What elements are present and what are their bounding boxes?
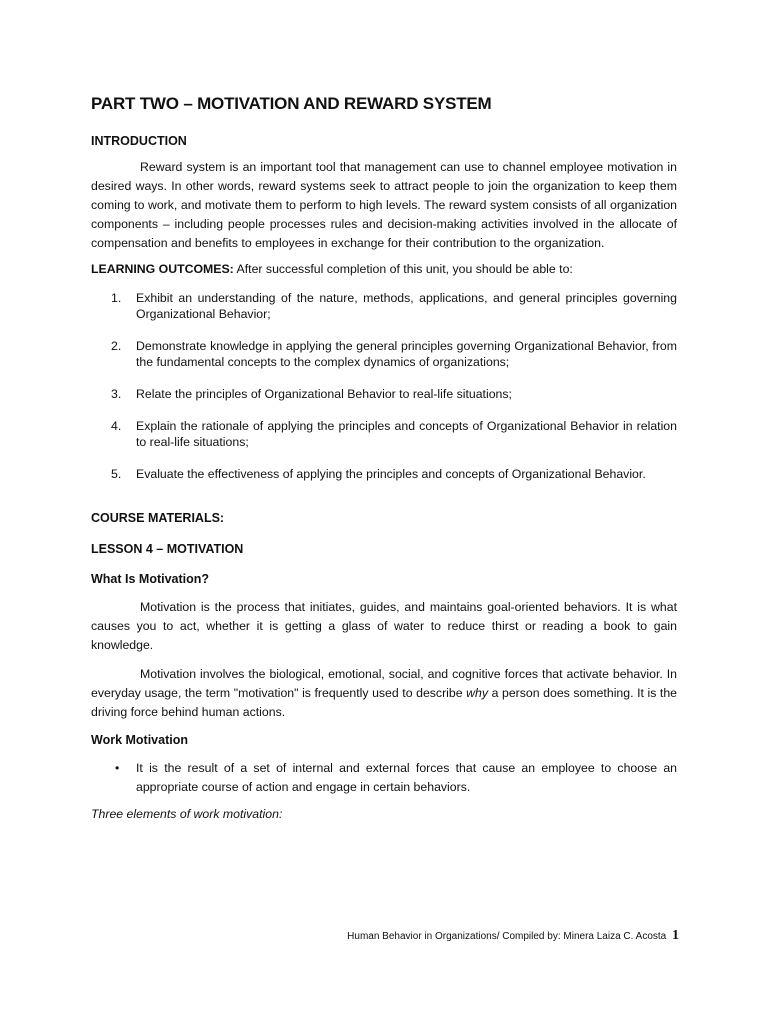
learning-outcomes-list [91, 290, 677, 482]
list-item: 5. Evaluate the effectiveness of applying the principles and concepts of Organizational Behavior. [111, 467, 646, 481]
page-title: PART TWO – MOTIVATION AND REWARD SYSTEM [91, 94, 492, 113]
introduction-paragraph: Reward system is an important tool that management can use to channel employee motivation in desired ways. In other words, reward systems seek to attract people to join the organization to keep them coming to work, and motivate them to perform to high levels. The reward system consists of all organization components – including people processes rules and decision-making activities involved in the allocate of compensation and benefits to employees in exchange for their contribution to the organization. [91, 160, 677, 250]
list-item: 3. Relate the principles of Organizational Behavior to real-life situations; [111, 387, 512, 401]
motivation-paragraph-2: Motivation involves the biological, emotional, social, and cognitive forces that activate behavior. In everyday usage, the term "motivation" is frequently used to describe why a person does something. It is the driving force behind human actions. [91, 667, 677, 719]
work-motivation-heading: Work Motivation [91, 733, 188, 747]
motivation-paragraph-1: Motivation is the process that initiates, guides, and maintains goal-oriented behaviors. It is what causes you to act, whether it is getting a glass of water to reduce thirst or reading a book to gain knowledge. [91, 600, 677, 652]
page-footer [91, 928, 679, 944]
list-item: 2. Demonstrate knowledge in applying the general principles governing Organizational Behavior, from the fundamental concepts to the complex dynamics of organizations; [111, 339, 677, 369]
what-is-motivation-heading: What Is Motivation? [91, 572, 210, 586]
document-body [91, 94, 677, 821]
list-item: 1. Exhibit an understanding of the nature, methods, applications, and general principles governing Organizational Behavior; [111, 291, 677, 321]
three-elements-caption: Three elements of work motivation: [91, 807, 283, 821]
introduction-heading: INTRODUCTION [91, 134, 187, 148]
lesson-heading: LESSON 4 – MOTIVATION [91, 542, 244, 556]
learning-outcomes-line [91, 260, 677, 279]
bullet-icon: • [115, 761, 120, 775]
learning-outcomes-lead: After successful completion of this unit, you should be able to: [236, 262, 573, 276]
learning-outcomes-label: LEARNING OUTCOMES: [91, 262, 234, 276]
list-item: • It is the result of a set of internal and external forces that cause an employee to choose an appropriate course of action and engage in certain behaviors. [115, 761, 677, 794]
page-number: 1 [672, 928, 679, 943]
list-item: 4. Explain the rationale of applying the principles and concepts of Organizational Behavior in relation to real-life situations; [111, 419, 677, 449]
course-materials-heading: COURSE MATERIALS: [91, 511, 225, 525]
footer-credit: Human Behavior in Organizations/ Compiled by: Minera Laiza C. Acosta [347, 931, 667, 942]
work-motivation-list [91, 759, 677, 797]
